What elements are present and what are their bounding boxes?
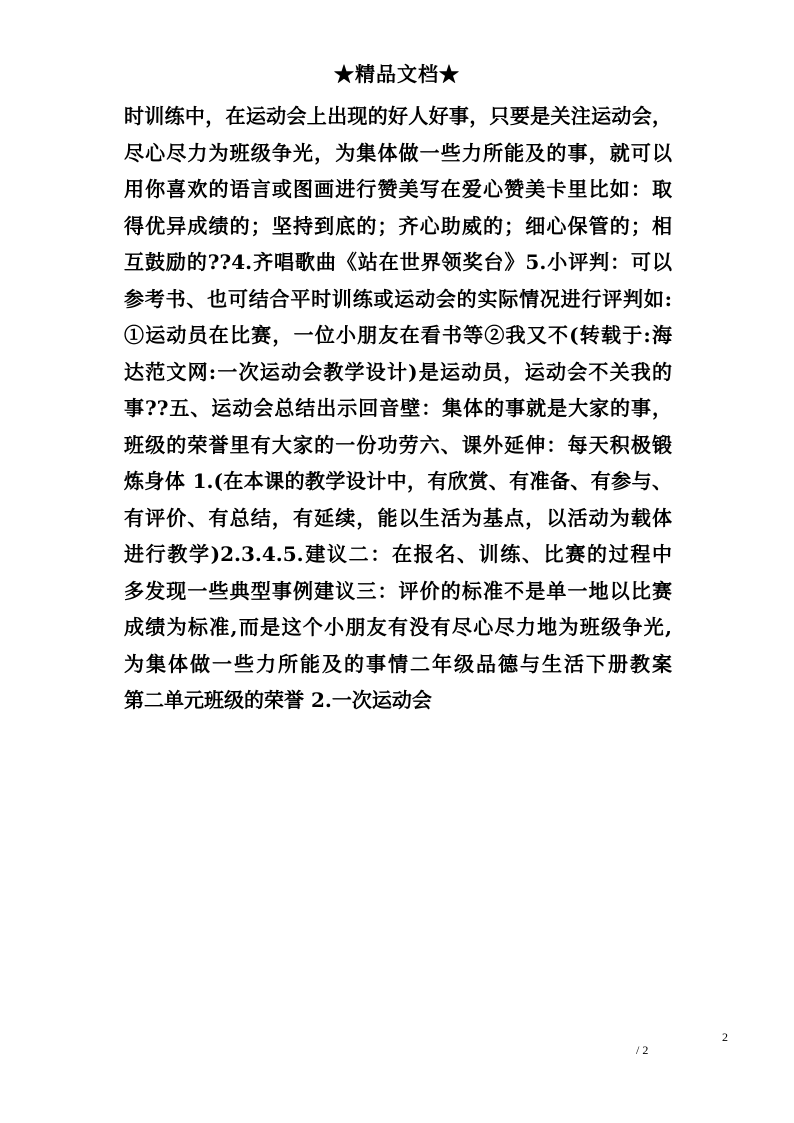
body-line: 互鼓励的??4.齐唱歌曲《站在世界领奖台》5.小评判：可以 [124,250,672,274]
body-line: ①运动员在比赛，一位小朋友在看书等②我又不(转载于:海 [124,323,672,347]
body-line: 第二单元班级的荣誉 2.一次运动会 [124,688,432,712]
body-line: 进行教学)2.3.4.5.建议二：在报名、训练、比赛的过程中 [124,542,672,566]
body-line: 成绩为标准,而是这个小朋友有没有尽心尽力地为班级争光, [124,615,672,639]
body-line: 炼身体 1.(在本课的教学设计中，有欣赏、有准备、有参与、 [124,469,672,493]
document-body [124,98,672,719]
body-line: 时训练中，在运动会上出现的好人好事，只要是关注运动会， [124,104,672,128]
page-total: / 2 [636,1043,649,1057]
page-header-title: ★精品文档★ [334,62,460,86]
body-line: 事??五、运动会总结出示回音壁：集体的事就是大家的事， [124,396,672,420]
body-line: 为集体做一些力所能及的事情二年级品德与生活下册教案 [124,651,672,676]
body-line: 参考书、也可结合平时训练或运动会的实际情况进行评判如: [124,286,672,311]
body-line: 尽心尽力为班级争光，为集体做一些力所能及的事，就可以 [124,140,672,165]
body-line: 得优异成绩的；坚持到底的；齐心助威的；细心保管的；相 [124,213,672,238]
body-line: 用你喜欢的语言或图画进行赞美写在爱心赞美卡里比如：取 [124,177,672,201]
body-line: 达范文网:一次运动会教学设计)是运动员，运动会不关我的 [124,359,672,384]
page-number: 2 [722,1030,728,1044]
body-line: 班级的荣誉里有大家的一份功劳六、课外延伸：每天积极锻 [124,432,672,457]
body-line: 有评价、有总结，有延续，能以生活为基点，以活动为载体 [124,505,672,530]
body-line: 多发现一些典型事例建议三：评价的标准不是单一地以比赛 [124,578,672,603]
